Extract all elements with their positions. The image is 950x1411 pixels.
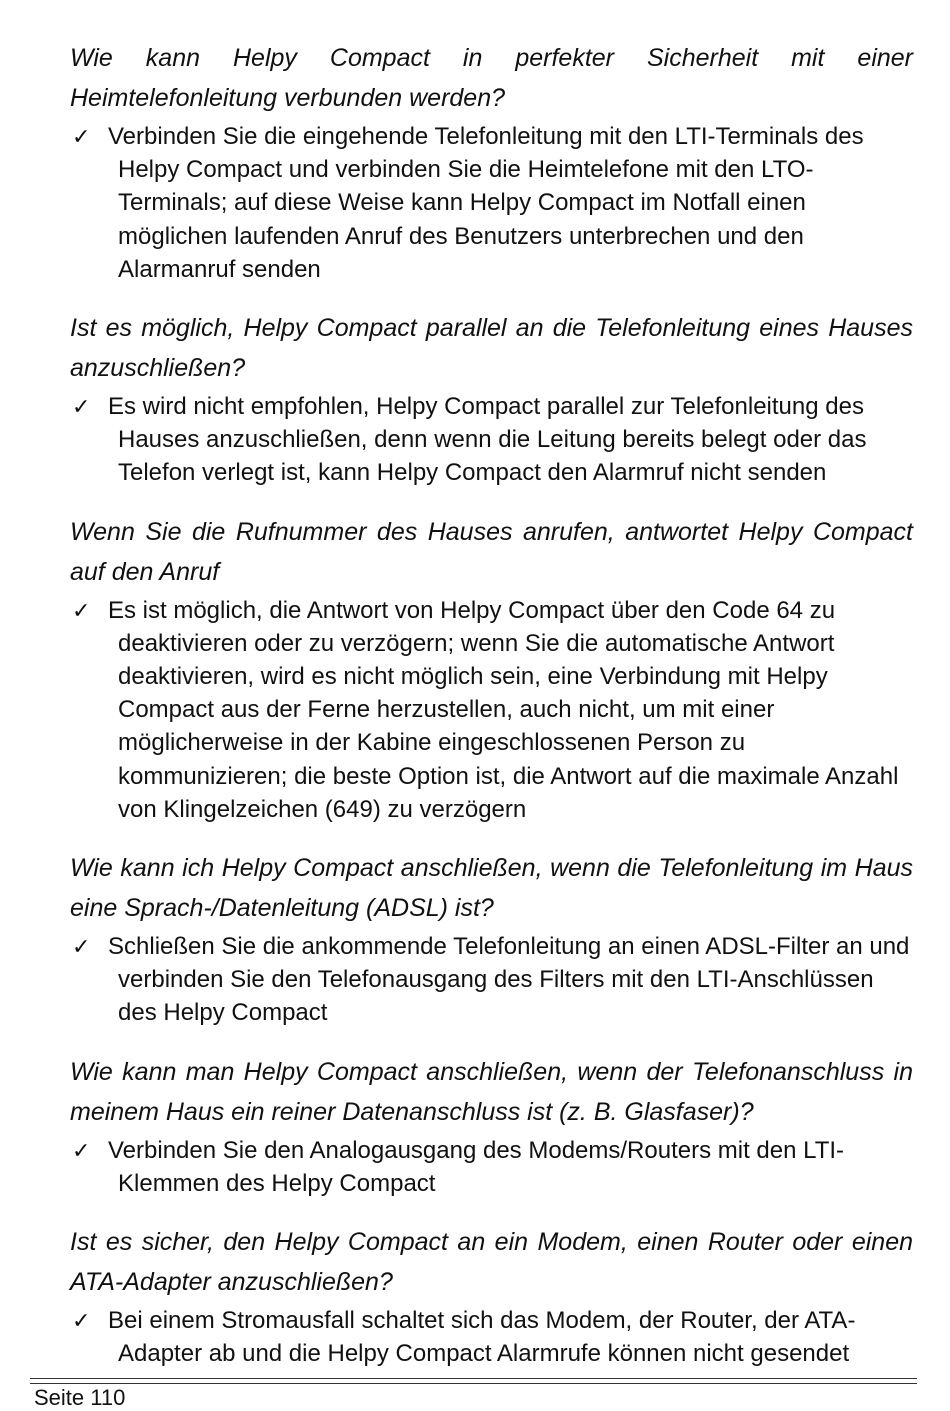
faq-answer: [70, 1134, 913, 1200]
faq-answer: [70, 930, 913, 1030]
faq-question: Wie kann ich Helpy Compact anschließen, wenn die Telefonleitung im Haus eine Sprach-/Datenleitung (ADSL) ist?: [70, 854, 913, 923]
checkmark-icon: ✓: [72, 394, 91, 420]
faq-answer: [70, 390, 913, 490]
faq-answer-text: Es wird nicht empfohlen, Helpy Compact parallel zur Telefonleitung des Hauses anzuschließen, denn wenn die Leitung bereits belegt oder das Telefon verlegt ist, kann Helpy Compact den Alarmruf nicht senden: [108, 393, 867, 487]
faq-answer-text: Es ist möglich, die Antwort von Helpy Compact über den Code 64 zu deaktivieren oder zu verzögern; wenn Sie die automatische Antwort deaktivieren, wird es nicht möglich sein, eine Verbindung mit Helpy Compact aus der Ferne herzustellen, auch nicht, um mit einer möglicherweise in der Kabine eingeschlossenen Person zu kommunizieren; die beste Option ist, die Antwort auf die maximale Anzahl von Klingelzeichen (649) zu verzögern: [108, 596, 899, 823]
faq-item: [70, 1052, 913, 1200]
faq-question: Ist es möglich, Helpy Compact parallel an die Telefonleitung eines Hauses anzuschließen?: [70, 314, 913, 383]
checkmark-icon: ✓: [72, 1137, 91, 1163]
faq-answer-text: Verbinden Sie die eingehende Telefonleitung mit den LTI-Terminals des Helpy Compact und verbinden Sie die Heimtelefone mit den LTO-Terminals; auf diese Weise kann Helpy Compact im Notfall einen möglichen laufenden Anruf des Benutzers unterbrechen und den Alarmanruf senden: [108, 123, 864, 283]
faq-answer-text: Bei einem Stromausfall schaltet sich das Modem, der Router, der ATA-Adapter ab und die Helpy Compact Alarmrufe können nicht gesendet: [108, 1307, 856, 1368]
page-number: Seite 110: [34, 1385, 126, 1410]
faq-answer: [70, 1304, 913, 1370]
faq-question: Ist es sicher, den Helpy Compact an ein Modem, einen Router oder einen ATA-Adapter anzuschließen?: [70, 1228, 913, 1297]
faq-answer: [70, 120, 913, 286]
faq-question: Wie kann man Helpy Compact anschließen, wenn der Telefonanschluss in meinem Haus ein reiner Datenanschluss ist (z. B. Glasfaser)?: [70, 1057, 913, 1126]
faq-page: [70, 38, 913, 1392]
faq-item: [70, 38, 913, 286]
footer-divider: [30, 1378, 917, 1384]
faq-item: [70, 512, 913, 826]
faq-question: Wenn Sie die Rufnummer des Hauses anrufen, antwortet Helpy Compact auf den Anruf: [70, 517, 913, 586]
faq-item: [70, 308, 913, 490]
faq-question: Wie kann Helpy Compact in perfekter Sicherheit mit einer Heimtelefonleitung verbunden werden?: [70, 44, 913, 112]
faq-answer-text: Verbinden Sie den Analogausgang des Modems/Routers mit den LTI-Klemmen des Helpy Compact: [108, 1136, 845, 1197]
faq-item: [70, 1222, 913, 1370]
checkmark-icon: ✓: [72, 124, 91, 149]
faq-answer: [70, 594, 913, 826]
faq-answer-text: Schließen Sie die ankommende Telefonleitung an einen ADSL-Filter an und verbinden Sie den Telefonausgang des Filters mit den LTI-Anschlüssen des Helpy Compact: [108, 933, 910, 1027]
checkmark-icon: ✓: [72, 597, 91, 623]
checkmark-icon: ✓: [72, 1308, 91, 1334]
faq-item: [70, 848, 913, 1030]
checkmark-icon: ✓: [72, 934, 91, 960]
